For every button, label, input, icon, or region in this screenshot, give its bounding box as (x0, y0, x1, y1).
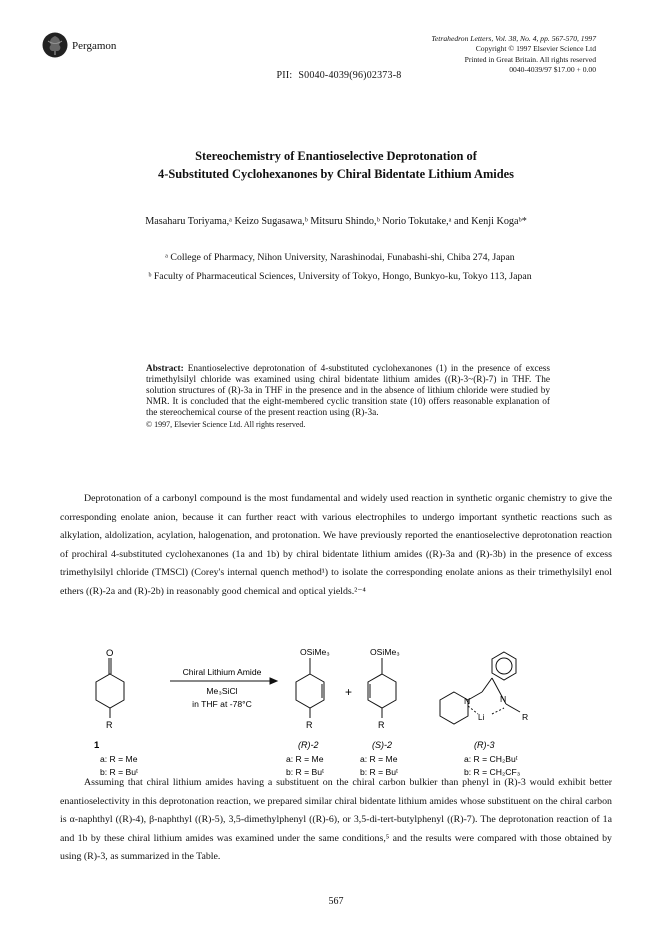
journal-citation: Tetrahedron Letters, Vol. 38, No. 4, pp. 567-570, 1997 (431, 34, 596, 43)
pii-value: S0040-4039(96)02373-8 (298, 70, 402, 81)
abstract (146, 364, 550, 432)
product-s-compound-label: (S)-2 (372, 740, 392, 750)
reagent-line-1: Chiral Lithium Amide (182, 667, 262, 677)
product-r-ring (296, 674, 324, 708)
plus-sign: + (345, 685, 353, 699)
reagent-line-2: Me₃SiCl (206, 686, 238, 696)
amide-variant-a: a: R = CH₂Buᵗ (464, 754, 518, 764)
ketone-compound-number: 1 (94, 740, 100, 751)
amide-n2-label: N (500, 694, 507, 704)
ketone-r-label: R (106, 720, 113, 730)
printed-line: Printed in Great Britain. All rights reserved (464, 54, 596, 64)
title-line-2: 4-Substituted Cyclohexanones by Chiral Bidentate Lithium Amides (158, 167, 514, 181)
affiliation-a: ᵃ College of Pharmacy, Nihon University, Narashinodai, Funabashi-shi, Chiba 274, Japan (165, 252, 515, 263)
product-s-r-label: R (378, 720, 385, 730)
amide-compound-label: (R)-3 (474, 740, 495, 750)
pii-label: PII: (276, 70, 293, 81)
affiliation-b: ᵇ Faculty of Pharmaceutical Sciences, University of Tokyo, Hongo, Bunkyo-ku, Tokyo 113, Japan (148, 271, 532, 282)
price-line: 0040-4039/97 $17.00 + 0.00 (509, 65, 596, 75)
product-s-variant-b: b: R = Buᵗ (360, 767, 398, 777)
copyright-line: Copyright © 1997 Elsevier Science Ltd (475, 44, 596, 54)
paragraph-1-text: Deprotonation of a carbonyl compound is the most fundamental and widely used reaction in synthetic organic chemistry to give the corresponding enolate anion, because it can further react with various electrophiles to undergo important synthetic reactions such as alkylation, aldolization, acylation, halogenation, and protonation. We have previously reported the enantioselective deprotonation reaction of prochiral 4-substituted cyclohexanones (1a and 1b) by chiral bidentate lithium amides ((R)-3a and (R)-3b) in the presence of excess trimethylsilyl chloride (TMSCl) (Corey's internal quench method¹) to isolate the corresponding enolate anions as their trimethylsilyl enol ethers ((R)-2a and (R)-2b) in reasonably good chemical and optical yields.²⁻⁴ (60, 493, 612, 597)
product-r-compound-label: (R)-2 (298, 740, 319, 750)
paragraph-2-text: Assuming that chiral lithium amides having a substituent on the chiral carbon bulkier than phenyl in (R)-3 would exhibit better enantioselectivity in this deprotonation reaction, we prepared similar chiral bidentate lithium amides whose substituent on the chiral carbon is α-naphthyl ((R)-4), β-naphthyl ((R)-5), 3,5-dimethylphenyl ((R)-6), or 3,5-di-tert-butylphenyl ((R)-7). The deprotonation reaction of 1a and 1b by these chiral lithium amides was examined under the same conditions,⁵ and the results were compared with those obtained by using (R)-3, as summarized in the Table. (60, 777, 612, 863)
product-s-variant-a: a: R = Me (360, 754, 398, 764)
product-r-variant-a: a: R = Me (286, 754, 324, 764)
product-s-ring (368, 674, 396, 708)
product-s-osime3: OSiMe₃ (370, 647, 400, 657)
product-r-osime3: OSiMe₃ (300, 647, 330, 657)
pii-line (0, 70, 672, 81)
amide-r-label: R (522, 712, 529, 722)
abstract-label: Abstract: (146, 364, 184, 374)
ketone-variant-a: a: R = Me (100, 754, 138, 764)
product-r-r-label: R (306, 720, 313, 730)
publisher-name: Pergamon (72, 40, 117, 52)
body-paragraph-1 (60, 490, 612, 602)
title-line-1: Stereochemistry of Enantioselective Deprotonation of (195, 149, 477, 163)
ketone-ring (96, 674, 124, 708)
abstract-text: Enantioselective deprotonation of 4-substituted cyclohexanones (1) in the presence of excess trimethylsilyl chloride was examined using chiral bidentate lithium amides ((R)-3~(R)-7) in THF. The solution structures of (R)-3a in THF in the presence and in the absence of lithium chloride were studied by NMR. It is concluded that the eight-membered cyclic transition state (10) offers reasonable explanation of the stereochemical course of the present reaction using (R)-3a. (146, 364, 550, 419)
elsevier-tree-logo (42, 32, 68, 58)
ketone-o-label: O (106, 648, 114, 659)
amide-n1-label: N (464, 696, 471, 706)
ketone-variant-b: b: R = Buᵗ (100, 767, 138, 777)
body-paragraph-2 (60, 774, 612, 867)
amide-li-label: Li (478, 713, 485, 722)
amide-variant-b: b: R = CH₂CF₃ (464, 767, 521, 777)
page-number: 567 (328, 896, 344, 907)
reagent-line-3: in THF at -78°C (192, 699, 252, 709)
abstract-copyright: © 1997, Elsevier Science Ltd. All rights reserved. (146, 420, 306, 430)
product-r-variant-b: b: R = Buᵗ (286, 767, 324, 777)
author-list: Masaharu Toriyama,ᵃ Keizo Sugasawa,ᵇ Mitsuru Shindo,ᵇ Norio Tokutake,ᵃ and Kenji Kogaᵇ* (145, 216, 527, 227)
paper-title (40, 147, 632, 183)
